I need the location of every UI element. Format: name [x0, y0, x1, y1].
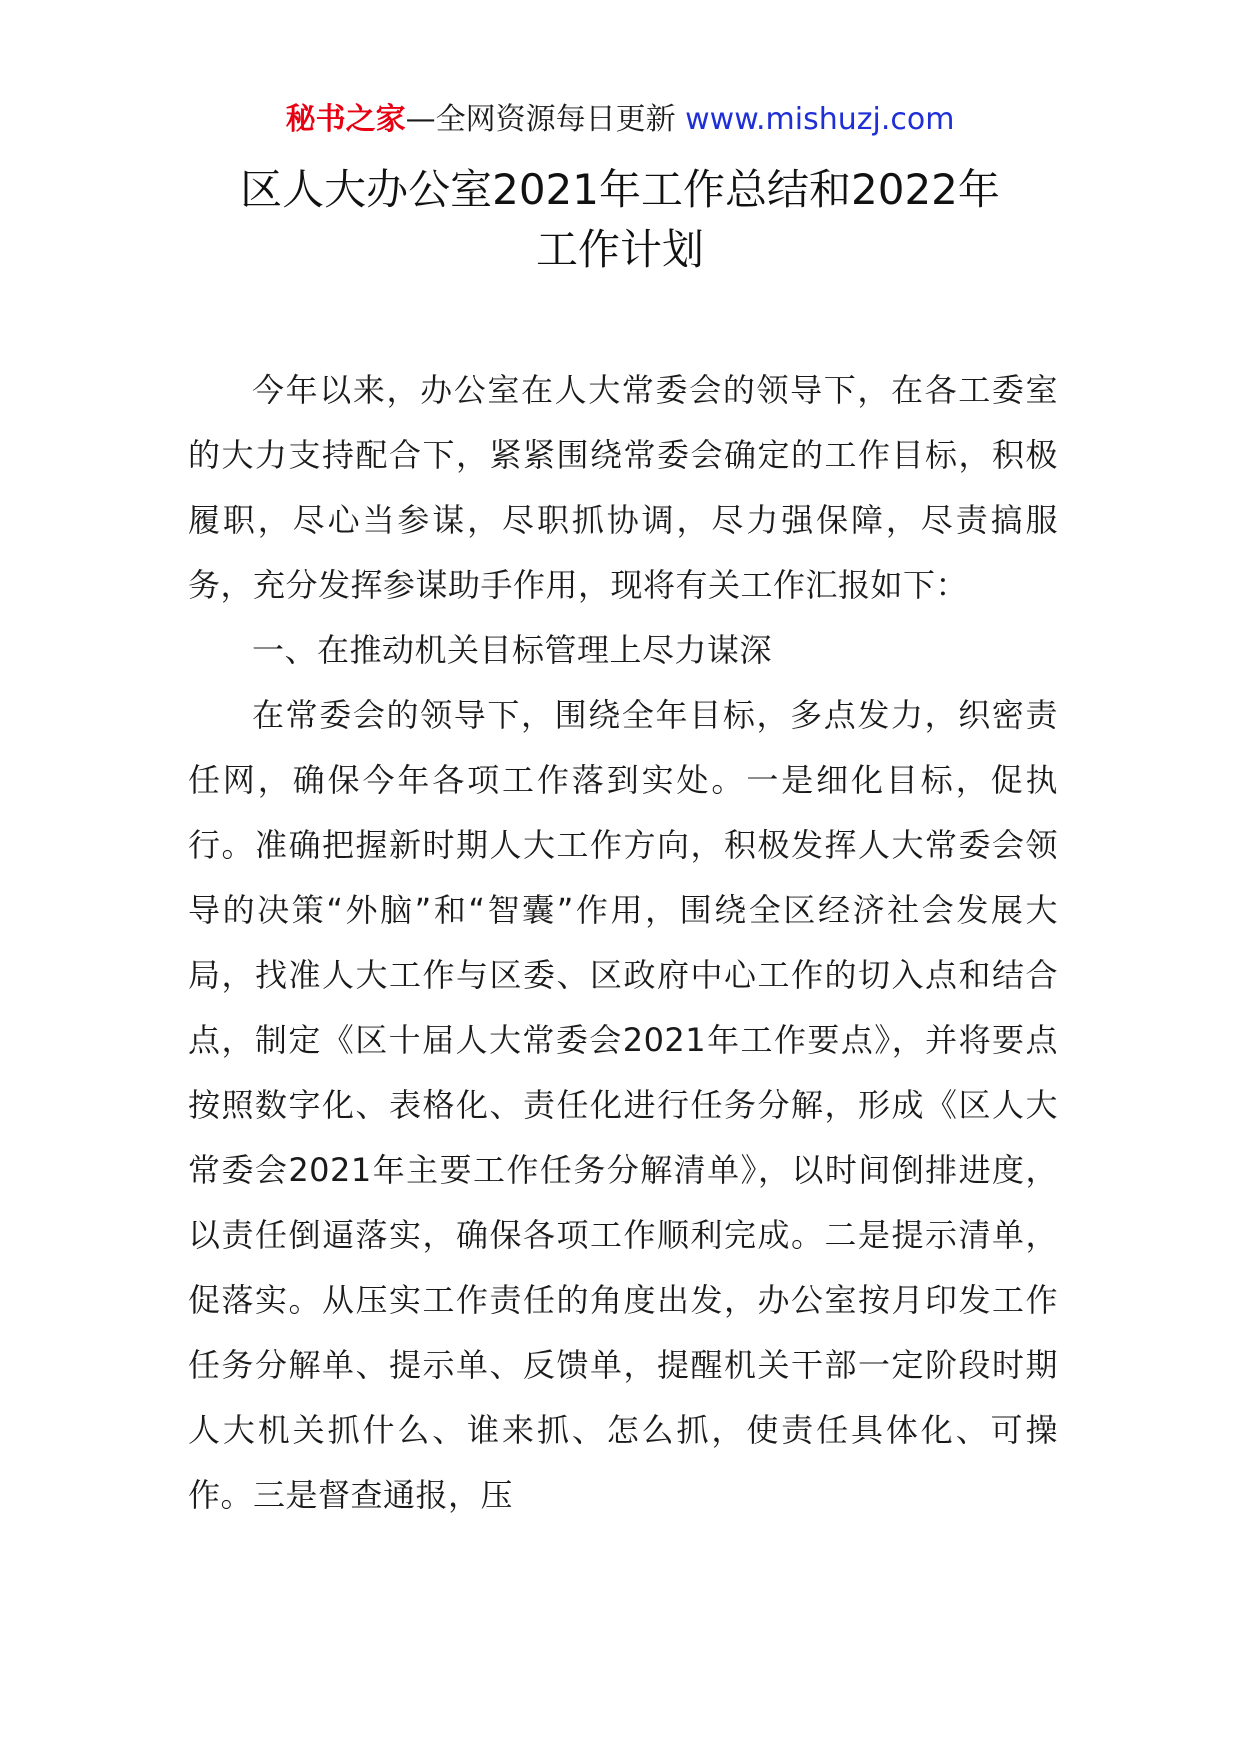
section-heading: 一、在推动机关目标管理上尽力谋深 — [252, 631, 773, 669]
header-tagline: —全网资源每日更新 — [405, 102, 676, 137]
intro-paragraph: 今年以来，办公室在人大常委会的领导下，在各工委室的大力支持配合下，紧紧围绕常委会确定的工作目标，积极履职，尽心当参谋，尽职抓协调，尽力强保障，尽责搞服务，充分发挥参谋助手作用，现将有关工作汇报如下： — [188, 371, 1058, 604]
brand-name: 秘书之家 — [285, 102, 406, 137]
document-title — [140, 160, 1100, 280]
site-header — [0, 98, 1240, 142]
body-paragraph: 在常委会的领导下，围绕全年目标，多点发力，织密责任网，确保今年各项工作落到实处。一是细化目标，促执行。准确把握新时期人大工作方向，积极发挥人大常委会领导的决策“外脑”和“智囊”作用，围绕全区经济社会发展大局，找准人大工作与区委、区政府中心工作的切入点和结合点，制定《区十届人大常委会2021年工作要点》，并将要点按照数字化、表格化、责任化进行任务分解，形成《区人大常委会2021年主要工作任务分解清单》，以时间倒排进度，以责任倒逼落实，确保各项工作顺利完成。二是提示清单，促落实。从压实工作责任的角度出发，办公室按月印发工作任务分解单、提示单、反馈单，提醒机关干部一定阶段时期人大机关抓什么、谁来抓、怎么抓，使责任具体化、可操作。三是督查通报，压 — [188, 696, 1058, 1514]
title-line-2: 工作计划 — [535, 225, 704, 274]
title-line-1: 区人大办公室2021年工作总结和2022年 — [240, 165, 1000, 214]
site-url-link[interactable]: www.mishuzj.com — [685, 102, 955, 137]
document-body — [188, 358, 1058, 1528]
